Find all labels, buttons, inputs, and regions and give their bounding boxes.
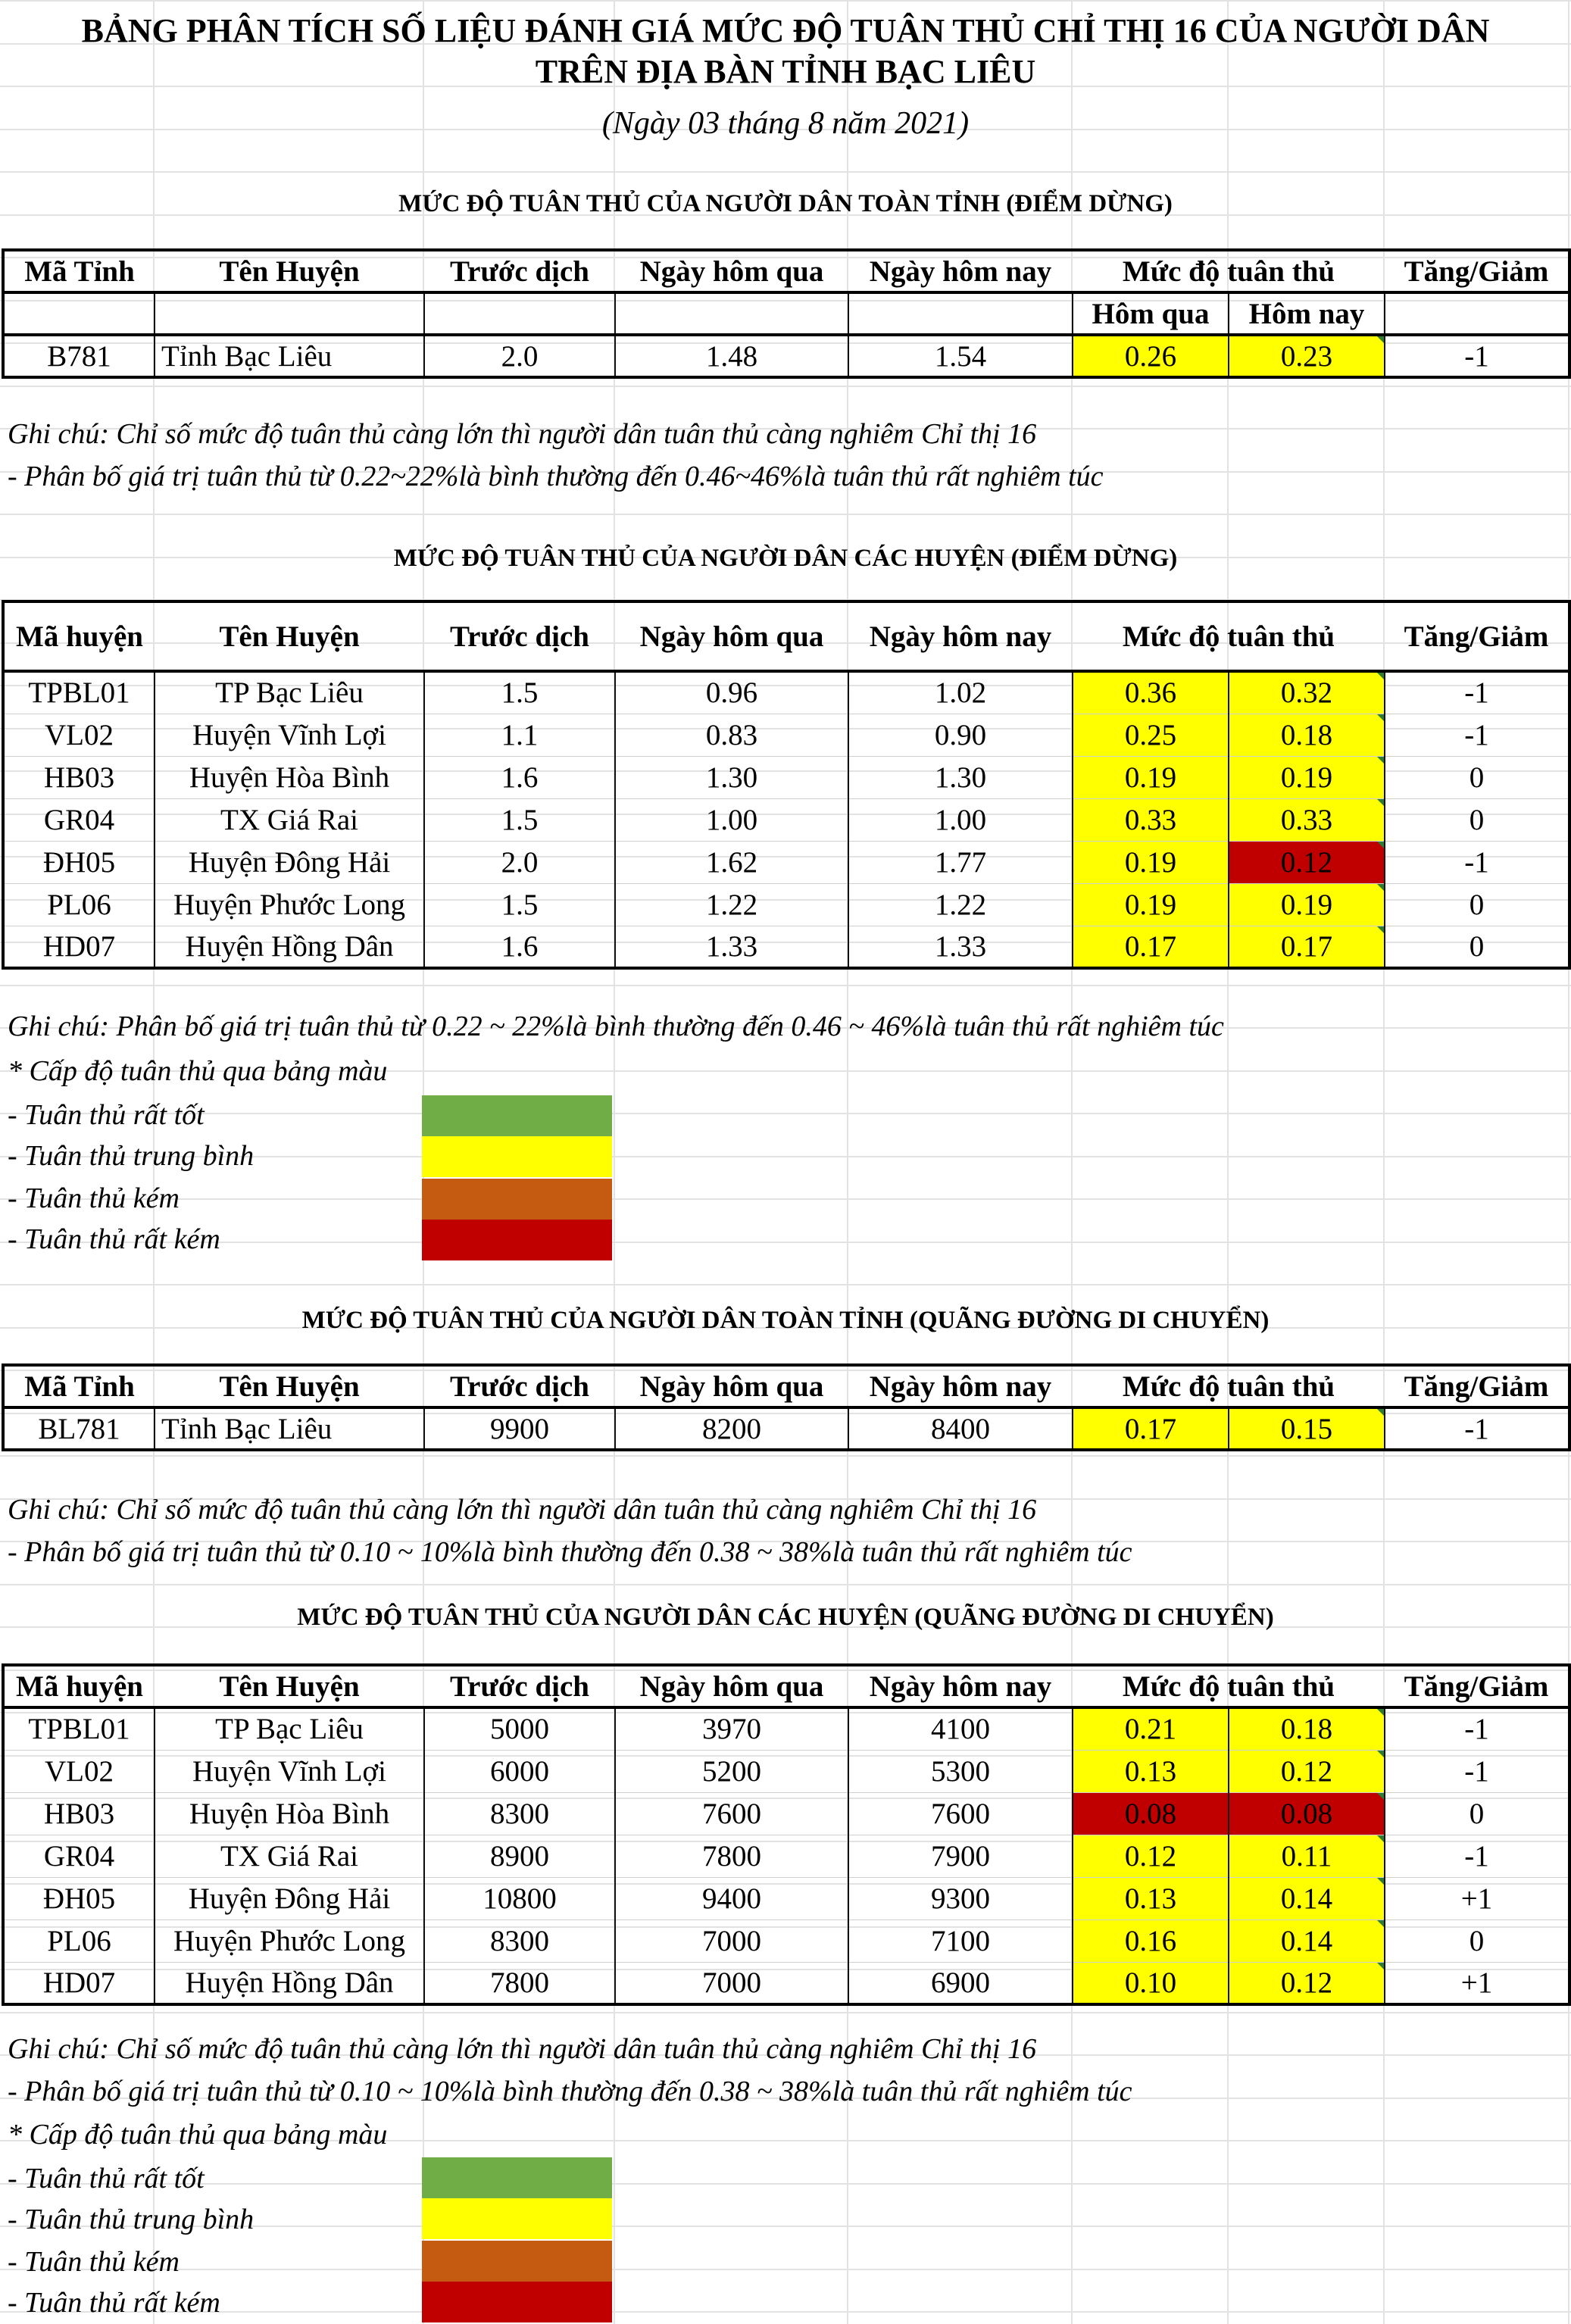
col-yesterday-header: Ngày hôm qua	[615, 1365, 848, 1407]
table-row	[3, 1962, 1569, 2004]
col-today-header: Ngày hôm nay	[848, 250, 1073, 292]
change-cell: -1	[1385, 1835, 1569, 1877]
before-epidemic-cell: 2.0	[424, 841, 615, 883]
col-code-header: Mã huyện	[3, 601, 155, 671]
legend1-poor-swatch	[422, 1179, 612, 1220]
district-name-cell: Huyện Đông Hải	[155, 841, 424, 883]
before-epidemic-cell: 8900	[424, 1835, 615, 1877]
section2-heading: MỨC ĐỘ TUÂN THỦ CỦA NGƯỜI DÂN CÁC HUYỆN (ĐIỂM DỪNG)	[393, 545, 1178, 572]
table-row	[3, 926, 1569, 968]
table-row	[3, 798, 1569, 841]
today-value-cell: 1.30	[848, 756, 1073, 798]
yesterday-value-cell: 1.62	[615, 841, 848, 883]
before-epidemic-cell: 1.5	[424, 671, 615, 714]
change-cell: 0	[1385, 756, 1569, 798]
legend2-poor-swatch	[422, 2241, 612, 2282]
grid-row-line	[0, 2269, 1571, 2270]
compliance-yesterday-cell: 0.13	[1073, 1750, 1229, 1792]
col-compliance-header: Mức độ tuân thủ	[1073, 1665, 1385, 1707]
district-name-cell: Huyện Vĩnh Lợi	[155, 714, 424, 756]
compliance-today-cell: 0.18	[1229, 714, 1385, 756]
empty-cell	[3, 292, 155, 335]
cell-comment-marker-icon	[1377, 884, 1384, 891]
district-code-cell: HB03	[3, 1792, 155, 1835]
table-row	[3, 883, 1569, 926]
change-cell: 0	[1385, 1919, 1569, 1962]
cell-comment-marker-icon	[1377, 842, 1384, 848]
before-epidemic-cell: 1.6	[424, 756, 615, 798]
cell-comment-marker-icon	[1377, 336, 1384, 343]
report-title-line2: TRÊN ĐỊA BÀN TỈNH BẠC LIÊU	[535, 53, 1036, 90]
district-name-cell: Huyện Đông Hải	[155, 1877, 424, 1919]
compliance-yesterday-cell: 0.19	[1073, 841, 1229, 883]
table-row	[3, 1750, 1569, 1792]
yesterday-value-cell: 0.83	[615, 714, 848, 756]
col-code-header: Mã Tỉnh	[3, 250, 155, 292]
today-value-cell: 1.54	[848, 335, 1073, 377]
table-row	[3, 714, 1569, 756]
col-name-header: Tên Huyện	[155, 250, 424, 292]
before-epidemic-cell: 5000	[424, 1707, 615, 1750]
district-code-cell: TPBL01	[3, 671, 155, 714]
grid-row-line	[0, 1198, 1571, 1200]
col-before-header: Trước dịch	[424, 1365, 615, 1407]
district-code-cell: GR04	[3, 798, 155, 841]
col-before-header: Trước dịch	[424, 601, 615, 671]
compliance-today-cell: 0.12	[1229, 841, 1385, 883]
today-value-cell: 9300	[848, 1877, 1073, 1919]
section3-rows	[3, 1407, 1569, 1450]
cell-comment-marker-icon	[1377, 1963, 1384, 1969]
change-cell: -1	[1385, 714, 1569, 756]
compliance-yesterday-cell: 0.16	[1073, 1919, 1229, 1962]
cell-comment-marker-icon	[1377, 1751, 1384, 1757]
before-epidemic-cell: 8300	[424, 1792, 615, 1835]
before-epidemic-cell: 6000	[424, 1750, 615, 1792]
section3-heading: MỨC ĐỘ TUÂN THỦ CỦA NGƯỜI DÂN TOÀN TỈNH (QUÃNG ĐƯỜNG DI CHUYỂN)	[301, 1307, 1270, 1334]
cell-comment-marker-icon	[1377, 799, 1384, 806]
cell-comment-marker-icon	[1377, 926, 1384, 933]
yesterday-value-cell: 7000	[615, 1919, 848, 1962]
change-cell: -1	[1385, 671, 1569, 714]
section3-table	[2, 1363, 1571, 1451]
table-header-row	[3, 601, 1569, 671]
cell-comment-marker-icon	[1377, 714, 1384, 721]
legend1-average-label: - Tuân thủ trung bình	[8, 1140, 255, 1172]
yesterday-value-cell: 8200	[615, 1407, 848, 1450]
col-code-header: Mã Tỉnh	[3, 1365, 155, 1407]
cell-comment-marker-icon	[1377, 1920, 1384, 1927]
before-epidemic-cell: 1.1	[424, 714, 615, 756]
compliance-today-cell: 0.12	[1229, 1750, 1385, 1792]
district-code-cell: ĐH05	[3, 1877, 155, 1919]
empty-cell	[1385, 292, 1569, 335]
compliance-yesterday-cell: 0.25	[1073, 714, 1229, 756]
compliance-yesterday-cell: 0.21	[1073, 1707, 1229, 1750]
change-cell: -1	[1385, 335, 1569, 377]
legend2-very-poor-label: - Tuân thủ rất kém	[8, 2287, 220, 2319]
district-name-cell: Huyện Hòa Bình	[155, 1792, 424, 1835]
today-value-cell: 1.02	[848, 671, 1073, 714]
col-name-header: Tên Huyện	[155, 1665, 424, 1707]
col-compliance-header: Mức độ tuân thủ	[1073, 601, 1385, 671]
today-value-cell: 5300	[848, 1750, 1073, 1792]
col-change-header: Tăng/Giảm	[1385, 1665, 1569, 1707]
compliance-today-cell: 0.18	[1229, 1707, 1385, 1750]
table-row	[3, 1407, 1569, 1450]
before-epidemic-cell: 8300	[424, 1919, 615, 1962]
legend1-title: * Cấp độ tuân thủ qua bảng màu	[8, 1055, 388, 1087]
section1-note1: Ghi chú: Chỉ số mức độ tuân thủ càng lớn thì người dân tuân thủ càng nghiêm Chỉ thị 16	[8, 418, 1037, 450]
empty-cell	[424, 292, 615, 335]
section3-note2: - Phân bố giá trị tuân thủ từ 0.10 ~ 10%là bình thường đến 0.38 ~ 38%là tuân thủ rất nghiêm túc	[8, 1536, 1132, 1568]
col-compliance-header: Mức độ tuân thủ	[1073, 250, 1385, 292]
legend1-very-poor-label: - Tuân thủ rất kém	[8, 1223, 220, 1255]
grid-row-line	[0, 2183, 1571, 2185]
legend2-very-good-swatch	[422, 2157, 612, 2198]
legend2-average-swatch	[422, 2198, 612, 2239]
col-yesterday-header: Ngày hôm qua	[615, 601, 848, 671]
subheader-yesterday: Hôm qua	[1073, 292, 1229, 335]
empty-cell	[615, 292, 848, 335]
col-before-header: Trước dịch	[424, 1665, 615, 1707]
empty-cell	[155, 292, 424, 335]
grid-row-line	[0, 171, 1571, 173]
today-value-cell: 8400	[848, 1407, 1073, 1450]
table-header-row	[3, 1365, 1569, 1407]
compliance-today-cell: 0.14	[1229, 1919, 1385, 1962]
table-row	[3, 756, 1569, 798]
district-name-cell: Huyện Vĩnh Lợi	[155, 1750, 424, 1792]
compliance-today-cell: 0.23	[1229, 335, 1385, 377]
col-today-header: Ngày hôm nay	[848, 601, 1073, 671]
section4-rows	[3, 1707, 1569, 2004]
report-date: (Ngày 03 tháng 8 năm 2021)	[601, 106, 970, 141]
district-code-cell: B781	[3, 335, 155, 377]
section4-note2: - Phân bố giá trị tuân thủ từ 0.10 ~ 10%là bình thường đến 0.38 ~ 38%là tuân thủ rất nghiêm túc	[8, 2076, 1132, 2107]
table-header-row	[3, 1665, 1569, 1707]
col-compliance-header: Mức độ tuân thủ	[1073, 1365, 1385, 1407]
grid-row-line	[0, 386, 1571, 387]
yesterday-value-cell: 7600	[615, 1792, 848, 1835]
col-name-header: Tên Huyện	[155, 601, 424, 671]
district-name-cell: TX Giá Rai	[155, 1835, 424, 1877]
district-name-cell: TX Giá Rai	[155, 798, 424, 841]
compliance-today-cell: 0.19	[1229, 883, 1385, 926]
compliance-today-cell: 0.19	[1229, 756, 1385, 798]
yesterday-value-cell: 5200	[615, 1750, 848, 1792]
district-name-cell: Tỉnh Bạc Liêu	[155, 335, 424, 377]
col-name-header: Tên Huyện	[155, 1365, 424, 1407]
compliance-yesterday-cell: 0.17	[1073, 926, 1229, 968]
table-row	[3, 1877, 1569, 1919]
grid-row-line	[0, 2311, 1571, 2313]
today-value-cell: 6900	[848, 1962, 1073, 2004]
change-cell: -1	[1385, 1407, 1569, 1450]
compliance-today-cell: 0.33	[1229, 798, 1385, 841]
district-name-cell: TP Bạc Liêu	[155, 1707, 424, 1750]
legend2-poor-label: - Tuân thủ kém	[8, 2246, 180, 2278]
grid-row-line	[0, 1584, 1571, 1585]
section1-rows	[3, 335, 1569, 377]
compliance-yesterday-cell: 0.10	[1073, 1962, 1229, 2004]
subheader-today: Hôm nay	[1229, 292, 1385, 335]
cell-comment-marker-icon	[1377, 1835, 1384, 1842]
yesterday-value-cell: 1.30	[615, 756, 848, 798]
today-value-cell: 1.33	[848, 926, 1073, 968]
compliance-today-cell: 0.11	[1229, 1835, 1385, 1877]
district-code-cell: GR04	[3, 1835, 155, 1877]
district-code-cell: PL06	[3, 1919, 155, 1962]
legend1-poor-label: - Tuân thủ kém	[8, 1182, 180, 1214]
grid-row-line	[0, 1242, 1571, 1243]
section4-heading: MỨC ĐỘ TUÂN THỦ CỦA NGƯỜI DÂN CÁC HUYỆN (QUÃNG ĐƯỜNG DI CHUYỂN)	[297, 1604, 1274, 1631]
yesterday-value-cell: 9400	[615, 1877, 848, 1919]
col-today-header: Ngày hôm nay	[848, 1665, 1073, 1707]
col-change-header: Tăng/Giảm	[1385, 1365, 1569, 1407]
before-epidemic-cell: 1.5	[424, 798, 615, 841]
before-epidemic-cell: 2.0	[424, 335, 615, 377]
district-name-cell: Huyện Phước Long	[155, 883, 424, 926]
compliance-yesterday-cell: 0.13	[1073, 1877, 1229, 1919]
section4-note1: Ghi chú: Chỉ số mức độ tuân thủ càng lớn thì người dân tuân thủ càng nghiêm Chỉ thị 16	[8, 2033, 1037, 2065]
cell-comment-marker-icon	[1377, 1409, 1384, 1416]
compliance-yesterday-cell: 0.36	[1073, 671, 1229, 714]
legend1-very-good-label: - Tuân thủ rất tốt	[8, 1099, 205, 1131]
grid-row-line	[0, 0, 1571, 2]
district-code-cell: HD07	[3, 926, 155, 968]
yesterday-value-cell: 7000	[615, 1962, 848, 2004]
col-yesterday-header: Ngày hôm qua	[615, 1665, 848, 1707]
compliance-yesterday-cell: 0.19	[1073, 883, 1229, 926]
district-code-cell: TPBL01	[3, 1707, 155, 1750]
district-name-cell: Huyện Hòa Bình	[155, 756, 424, 798]
grid-row-line	[0, 1455, 1571, 1457]
compliance-today-cell: 0.15	[1229, 1407, 1385, 1450]
yesterday-value-cell: 1.48	[615, 335, 848, 377]
empty-cell	[848, 292, 1073, 335]
table-row	[3, 841, 1569, 883]
yesterday-value-cell: 1.33	[615, 926, 848, 968]
compliance-yesterday-cell: 0.12	[1073, 1835, 1229, 1877]
yesterday-value-cell: 1.00	[615, 798, 848, 841]
change-cell: +1	[1385, 1877, 1569, 1919]
compliance-today-cell: 0.14	[1229, 1877, 1385, 1919]
change-cell: 0	[1385, 926, 1569, 968]
district-code-cell: PL06	[3, 883, 155, 926]
section1-heading: MỨC ĐỘ TUÂN THỦ CỦA NGƯỜI DÂN TOÀN TỈNH (ĐIỂM DỪNG)	[398, 190, 1173, 217]
before-epidemic-cell: 9900	[424, 1407, 615, 1450]
legend1-very-good-swatch	[422, 1095, 612, 1136]
district-code-cell: HB03	[3, 756, 155, 798]
section2-table	[2, 600, 1571, 970]
change-cell: +1	[1385, 1962, 1569, 2004]
today-value-cell: 1.22	[848, 883, 1073, 926]
compliance-yesterday-cell: 0.33	[1073, 798, 1229, 841]
district-name-cell: Huyện Phước Long	[155, 1919, 424, 1962]
change-cell: 0	[1385, 798, 1569, 841]
col-yesterday-header: Ngày hôm qua	[615, 250, 848, 292]
district-code-cell: VL02	[3, 1750, 155, 1792]
district-code-cell: BL781	[3, 1407, 155, 1450]
report-title-line1: BẢNG PHÂN TÍCH SỐ LIỆU ĐÁNH GIÁ MỨC ĐỘ TUÂN THỦ CHỈ THỊ 16 CỦA NGƯỜI DÂN	[81, 12, 1490, 49]
before-epidemic-cell: 7800	[424, 1962, 615, 2004]
cell-comment-marker-icon	[1377, 757, 1384, 764]
today-value-cell: 4100	[848, 1707, 1073, 1750]
compliance-today-cell: 0.12	[1229, 1962, 1385, 2004]
before-epidemic-cell: 1.5	[424, 883, 615, 926]
cell-comment-marker-icon	[1377, 1793, 1384, 1800]
compliance-yesterday-cell: 0.19	[1073, 756, 1229, 798]
today-value-cell: 7100	[848, 1919, 1073, 1962]
table-header-row	[3, 250, 1569, 292]
table-row	[3, 1707, 1569, 1750]
table-subheader-row	[3, 292, 1569, 335]
district-code-cell: VL02	[3, 714, 155, 756]
before-epidemic-cell: 1.6	[424, 926, 615, 968]
table-row	[3, 1919, 1569, 1962]
compliance-today-cell: 0.32	[1229, 671, 1385, 714]
col-change-header: Tăng/Giảm	[1385, 250, 1569, 292]
district-name-cell: Huyện Hồng Dân	[155, 926, 424, 968]
today-value-cell: 0.90	[848, 714, 1073, 756]
table-row	[3, 1835, 1569, 1877]
change-cell: 0	[1385, 883, 1569, 926]
before-epidemic-cell: 10800	[424, 1877, 615, 1919]
compliance-yesterday-cell: 0.08	[1073, 1792, 1229, 1835]
col-change-header: Tăng/Giảm	[1385, 601, 1569, 671]
grid-row-line	[0, 985, 1571, 986]
compliance-yesterday-cell: 0.17	[1073, 1407, 1229, 1450]
legend1-very-poor-swatch	[422, 1220, 612, 1260]
col-today-header: Ngày hôm nay	[848, 1365, 1073, 1407]
compliance-yesterday-cell: 0.26	[1073, 335, 1229, 377]
today-value-cell: 7600	[848, 1792, 1073, 1835]
district-name-cell: Huyện Hồng Dân	[155, 1962, 424, 2004]
change-cell: -1	[1385, 1750, 1569, 1792]
cell-comment-marker-icon	[1377, 673, 1384, 679]
change-cell: 0	[1385, 1792, 1569, 1835]
col-before-header: Trước dịch	[424, 250, 615, 292]
compliance-today-cell: 0.08	[1229, 1792, 1385, 1835]
section1-table	[2, 248, 1571, 379]
district-name-cell: Tỉnh Bạc Liêu	[155, 1407, 424, 1450]
yesterday-value-cell: 1.22	[615, 883, 848, 926]
yesterday-value-cell: 0.96	[615, 671, 848, 714]
section4-table	[2, 1663, 1571, 2006]
legend2-very-poor-swatch	[422, 2282, 612, 2322]
legend2-average-label: - Tuân thủ trung bình	[8, 2204, 255, 2235]
yesterday-value-cell: 3970	[615, 1707, 848, 1750]
yesterday-value-cell: 7800	[615, 1835, 848, 1877]
district-code-cell: HD07	[3, 1962, 155, 2004]
cell-comment-marker-icon	[1377, 1878, 1384, 1885]
compliance-today-cell: 0.17	[1229, 926, 1385, 968]
section2-rows	[3, 671, 1569, 968]
legend2-very-good-label: - Tuân thủ rất tốt	[8, 2163, 205, 2194]
today-value-cell: 7900	[848, 1835, 1073, 1877]
legend1-average-swatch	[422, 1136, 612, 1177]
section1-note2: - Phân bố giá trị tuân thủ từ 0.22~22%là bình thường đến 0.46~46%là tuân thủ rất nghiêm túc	[8, 461, 1104, 492]
table-row	[3, 671, 1569, 714]
today-value-cell: 1.00	[848, 798, 1073, 841]
change-cell: -1	[1385, 841, 1569, 883]
change-cell: -1	[1385, 1707, 1569, 1750]
today-value-cell: 1.77	[848, 841, 1073, 883]
section2-note1: Ghi chú: Phân bố giá trị tuân thủ từ 0.22 ~ 22%là bình thường đến 0.46 ~ 46%là tuân thủ rất nghiêm túc	[8, 1011, 1224, 1042]
district-code-cell: ĐH05	[3, 841, 155, 883]
section3-note1: Ghi chú: Chỉ số mức độ tuân thủ càng lớn thì người dân tuân thủ càng nghiêm Chỉ thị 16	[8, 1494, 1037, 1526]
grid-row-line	[0, 1113, 1571, 1114]
table-row	[3, 335, 1569, 377]
cell-comment-marker-icon	[1377, 1709, 1384, 1716]
col-code-header: Mã huyện	[3, 1665, 155, 1707]
legend2-title: * Cấp độ tuân thủ qua bảng màu	[8, 2119, 388, 2151]
grid-row-line	[0, 1284, 1571, 1285]
grid-row-line	[0, 514, 1571, 515]
district-name-cell: TP Bạc Liêu	[155, 671, 424, 714]
grid-row-line	[0, 2012, 1571, 2013]
table-row	[3, 1792, 1569, 1835]
